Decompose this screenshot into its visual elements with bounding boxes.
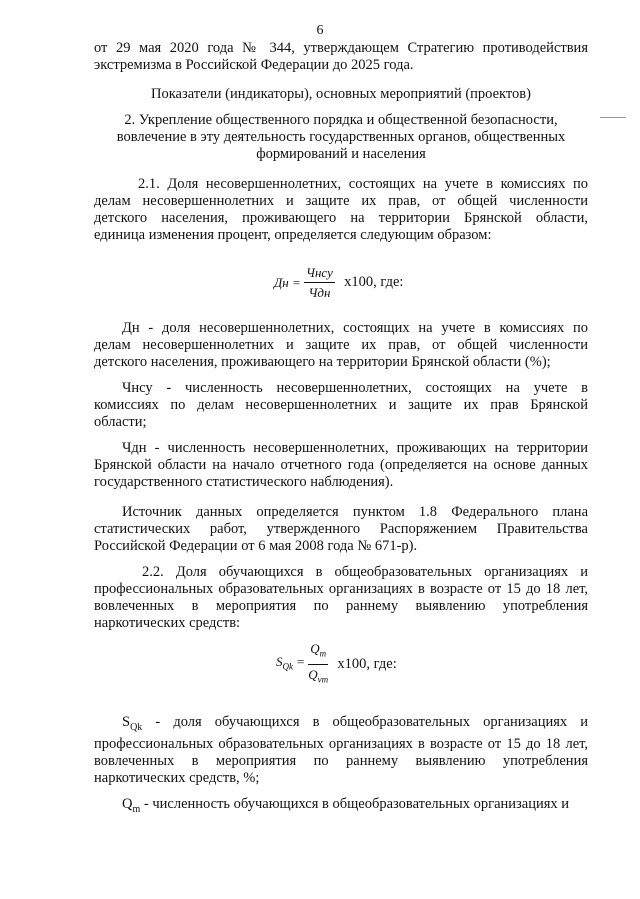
- text-line: вовлеченных в мероприятия по раннему выявлению употребления: [94, 598, 588, 614]
- text-line: статистических работ, утвержденного Распоряжением Правительства: [94, 521, 588, 537]
- heading-line: формирований и населения: [256, 146, 426, 162]
- definition-chnsu: [94, 380, 588, 431]
- subsection-heading: [94, 112, 588, 163]
- heading-line: 2. Укрепление общественного порядка и общественной безопасности,: [124, 112, 558, 128]
- text-line: [94, 714, 588, 736]
- page-number: 6: [316, 23, 324, 38]
- paragraph-2-1: [94, 176, 588, 244]
- definition-sqk: [94, 714, 588, 787]
- text-line: наркотических средств, %;: [94, 769, 260, 786]
- text-line: [94, 796, 588, 818]
- text-line: от 29 мая 2020 года № 344, утверждающем Стратегию противодействия: [94, 40, 588, 56]
- formula-lhs: [276, 653, 306, 672]
- section-title: Показатели (индикаторы), основных мероприятий (проектов): [151, 86, 531, 102]
- formula-num-main: Q: [310, 641, 320, 656]
- formula-fraction: [304, 264, 335, 301]
- formula-denominator: [308, 665, 328, 689]
- formula-tail: х100, где:: [344, 274, 404, 290]
- text-line: Брянской области на начало отчетного года (определяется на основе данных: [94, 457, 588, 473]
- formula-den-main: Q: [308, 666, 318, 682]
- formula-equals: =: [296, 653, 306, 669]
- formula-dn: [274, 264, 403, 301]
- text-line: Российской Федерации от 6 мая 2008 года № 671-р).: [94, 538, 418, 554]
- formula-lhs-sub: Qk: [282, 661, 293, 672]
- text-line: профессиональных образовательных организациях в возрасте от 15 до 18 лет,: [94, 735, 588, 752]
- definition-dn: [94, 320, 588, 371]
- text-line: детского населения, проживающего на территории Брянской области (%);: [94, 354, 551, 370]
- text-line: Чдн - численность несовершеннолетних, проживающих на территории: [122, 440, 588, 456]
- text-line: делам несовершеннолетних и защите их прав, от общей численности: [94, 193, 588, 209]
- text-line: государственного статистического наблюдения).: [94, 474, 394, 490]
- text-line: наркотических средств:: [94, 615, 241, 631]
- text-line: делам несовершеннолетних и защите их прав, от общей численности: [94, 337, 588, 353]
- heading-line: вовлечение в эту деятельность государственных органов, общественных: [116, 129, 566, 145]
- text-line: Источник данных определяется пунктом 1.8 Федерального плана: [122, 504, 588, 520]
- formula-denominator: Чдн: [308, 285, 331, 300]
- text-line: единица изменения процент, определяется следующим образом:: [94, 227, 492, 243]
- intro-paragraph: [94, 40, 588, 74]
- formula-tail: х100, где:: [337, 655, 397, 672]
- symbol-main: S: [122, 714, 131, 730]
- formula-den-sub: vm: [317, 674, 329, 685]
- definition-qm: [94, 796, 588, 818]
- formula-lhs: Дн =: [274, 275, 301, 290]
- formula-num-sub: m: [319, 648, 327, 659]
- formula-sqk: [276, 640, 397, 688]
- symbol-sub: Qk: [130, 721, 143, 733]
- text-line: комиссиях по делам несовершеннолетних и защите их прав Брянской: [94, 397, 588, 413]
- source-paragraph: [94, 504, 588, 555]
- formula-fraction: [308, 640, 328, 688]
- text-line: экстремизма в Российской Федерации до 2025 года.: [94, 57, 414, 73]
- text-line: вовлеченных в мероприятия по раннему выявлению употребления: [94, 752, 588, 769]
- formula-lhs-main: S: [276, 653, 283, 669]
- text-line: 2.1. Доля несовершеннолетних, состоящих на учете в комиссиях по: [138, 176, 588, 192]
- definition-chdn: [94, 440, 588, 491]
- text-line: 2.2. Доля обучающихся в общеобразовательных организациях и: [142, 564, 588, 580]
- text-rest: - численность обучающихся в общеобразовательных организациях и: [140, 796, 570, 812]
- scan-mark: [600, 117, 626, 118]
- text-line: профессиональных образовательных организациях в возрасте от 15 до 18 лет,: [94, 581, 588, 597]
- formula-numerator: Чнсу: [304, 264, 335, 283]
- text-line: области;: [94, 414, 147, 430]
- text-line: Чнсу - численность несовершеннолетних, состоящих на учете в: [122, 380, 588, 396]
- formula-numerator: [308, 640, 328, 665]
- text-rest: - доля обучающихся в общеобразовательных организациях и: [142, 714, 588, 730]
- text-line: детского населения, проживающего на территории Брянской области,: [94, 210, 588, 226]
- text-line: Дн - доля несовершеннолетних, состоящих на учете в комиссиях по: [122, 320, 588, 336]
- symbol-main: Q: [122, 796, 133, 812]
- symbol-sub: m: [132, 803, 141, 815]
- paragraph-2-2: [94, 564, 588, 632]
